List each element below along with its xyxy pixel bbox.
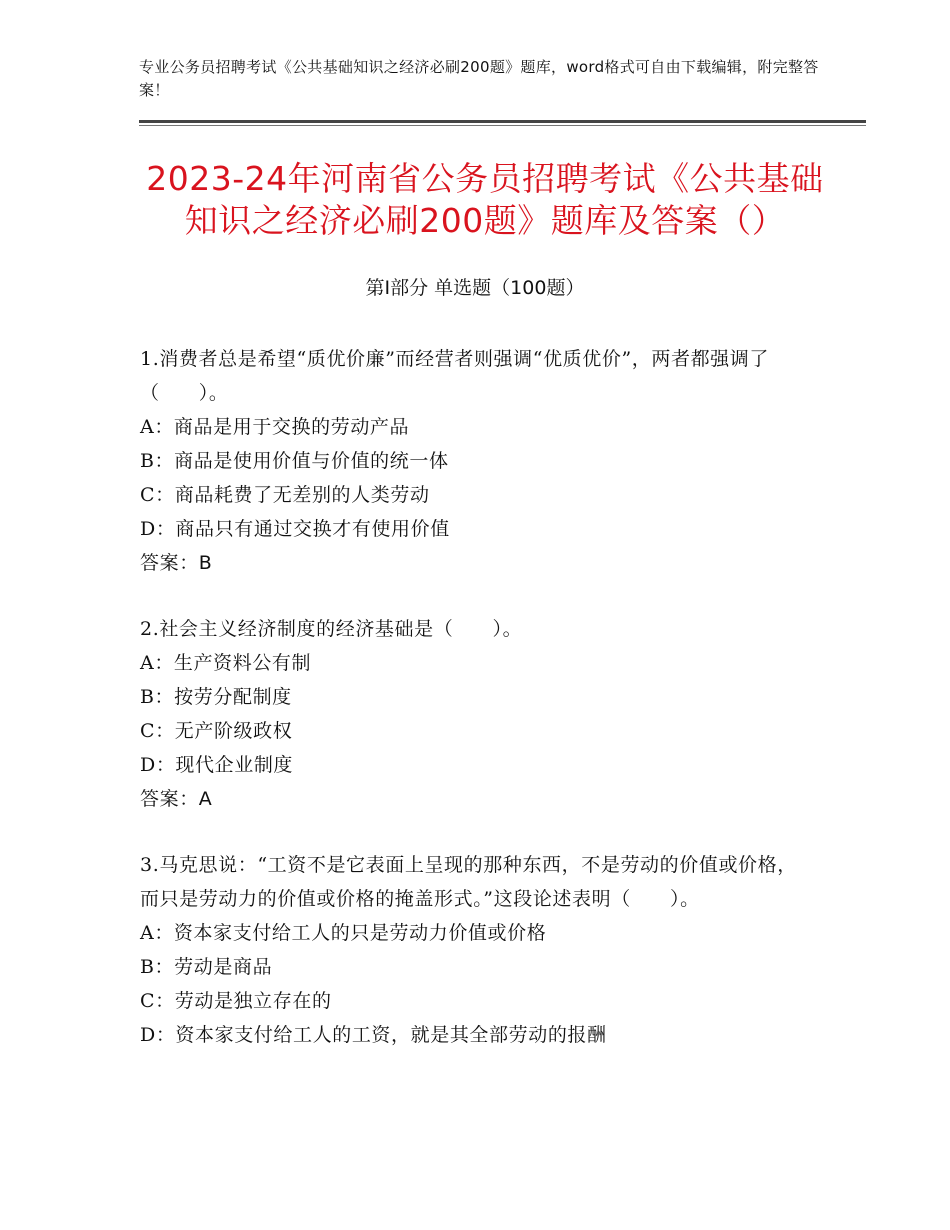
option-d: D：现代企业制度 (140, 754, 294, 776)
option-c: C：商品耗费了无差别的人类劳动 (140, 484, 430, 506)
header-note: 专业公务员招聘考试《公共基础知识之经济必刷200题》题库，word格式可自由下载编辑，附完整答案！ (139, 58, 819, 99)
question-1 (140, 342, 800, 580)
answer: 答案：B (140, 552, 213, 574)
question-spacer (140, 816, 800, 848)
question-stem: 1.消费者总是希望“质优价廉”而经营者则强调“优质优价”，两者都强调了（ ）。 (140, 348, 769, 404)
option-c: C：无产阶级政权 (140, 720, 293, 742)
option-a: A：商品是用于交换的劳动产品 (140, 416, 410, 438)
option-b: B：按劳分配制度 (140, 686, 292, 708)
question-spacer (140, 580, 800, 612)
document-title: 2023-24年河南省公务员招聘考试《公共基础知识之经济必刷200题》题库及答案（） (146, 159, 824, 240)
header-rule-thin (139, 125, 866, 126)
option-a: A：生产资料公有制 (140, 652, 312, 674)
question-stem: 2.社会主义经济制度的经济基础是（ ）。 (140, 618, 523, 640)
answer: 答案：A (140, 788, 213, 810)
option-d: D：资本家支付给工人的工资，就是其全部劳动的报酬 (140, 1024, 607, 1046)
section-title: 第Ⅰ部分 单选题（100题） (365, 277, 585, 299)
question-stem: 3.马克思说：“工资不是它表面上呈现的那种东西，不是劳动的价值或价格，而只是劳动力的价值或价格的掩盖形式。”这段论述表明（ ）。 (140, 854, 797, 910)
question-3 (140, 848, 800, 1052)
option-b: B：商品是使用价值与价值的统一体 (140, 450, 449, 472)
option-a: A：资本家支付给工人的只是劳动力价值或价格 (140, 922, 547, 944)
question-list (140, 342, 800, 1052)
header-rule-thick (139, 120, 866, 123)
option-b: B：劳动是商品 (140, 956, 273, 978)
option-c: C：劳动是独立存在的 (140, 990, 332, 1012)
question-2 (140, 612, 800, 816)
option-d: D：商品只有通过交换才有使用价值 (140, 518, 450, 540)
